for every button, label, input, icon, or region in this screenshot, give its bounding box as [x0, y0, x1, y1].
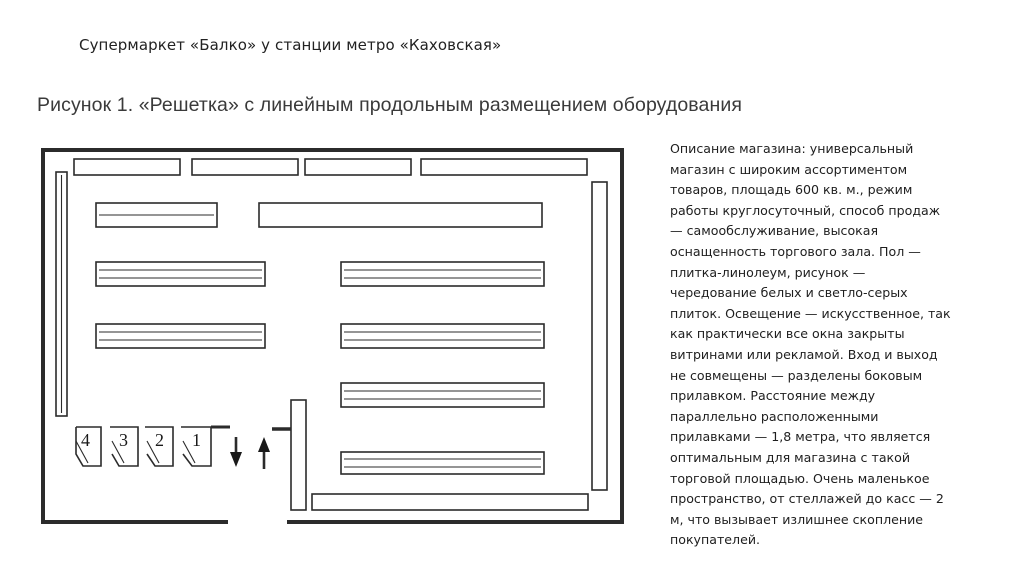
description-line: плитка-линолеум, рисунок —: [670, 264, 866, 280]
description-line: как практически все окна закрыты: [670, 326, 905, 342]
description-line: товаров, площадь 600 кв. м., режим: [670, 182, 913, 198]
description-line: м, что вызывает излишнее скопление: [670, 511, 924, 527]
checkout-number-2: 2: [155, 430, 164, 450]
shelf-top-2: [192, 159, 298, 175]
checkout-number-4: 4: [81, 430, 90, 450]
description-line: работы круглосуточный, способ продаж: [670, 202, 941, 218]
description-line: параллельно расположенными: [670, 408, 879, 424]
shelf-right-row-4: [341, 452, 544, 474]
description-line: пространство, от стеллажей до касс — 2: [670, 491, 944, 507]
shelf-right-row-1: [341, 262, 544, 286]
shelf-top-4: [421, 159, 587, 175]
shelf-left-row-2: [96, 324, 265, 348]
description-line: Описание магазина: универсальный: [670, 141, 914, 156]
shelf-bottom: [312, 494, 588, 510]
description-line: не совмещены — разделены боковым: [670, 367, 923, 383]
description-line: торговой площадью. Очень маленькое: [670, 470, 930, 486]
side-counter: [272, 400, 306, 510]
up-arrow-icon: [258, 437, 270, 469]
down-arrow-icon: [230, 437, 242, 467]
store-description: [670, 139, 1000, 551]
description-line: прилавком. Расстояние между: [670, 388, 876, 404]
shelf-island-small: [96, 203, 217, 227]
shelf-right-row-2: [341, 324, 544, 348]
shelf-top-3: [305, 159, 411, 175]
shelf-left-row-1: [96, 262, 265, 286]
shelf-left-wall: [56, 172, 67, 416]
figure-caption: Рисунок 1. «Решетка» с линейным продольным размещением оборудования: [37, 94, 743, 116]
shelf-top-1: [74, 159, 180, 175]
shelf-right-row-3: [341, 383, 544, 407]
shelf-right-wall: [592, 182, 607, 490]
description-line: чередование белых и светло-серых: [670, 285, 908, 301]
checkout-1: [181, 427, 230, 466]
shelf-island-large: [259, 203, 542, 227]
description-line: оптимальным для магазина с такой: [670, 449, 911, 465]
checkout-4: [76, 427, 101, 466]
checkout-2: [145, 427, 173, 466]
description-line: витринами или рекламой. Вход и выход: [670, 346, 938, 362]
description-line: прилавками — 1,8 метра, что является: [670, 429, 931, 445]
checkout-3: [110, 427, 138, 466]
description-line: — самообслуживание, высокая: [670, 223, 879, 239]
slide-title: Супермаркет «Балко» у станции метро «Каховская»: [79, 36, 502, 54]
checkout-number-3: 3: [119, 430, 128, 450]
description-line: оснащенность торгового зала. Пол —: [670, 243, 921, 259]
description-line: покупателей.: [670, 532, 761, 548]
description-line: плиток. Освещение — искусственное, так: [670, 305, 951, 321]
checkout-number-1: 1: [192, 430, 201, 450]
description-line: магазин с широким ассортиментом: [670, 161, 908, 177]
